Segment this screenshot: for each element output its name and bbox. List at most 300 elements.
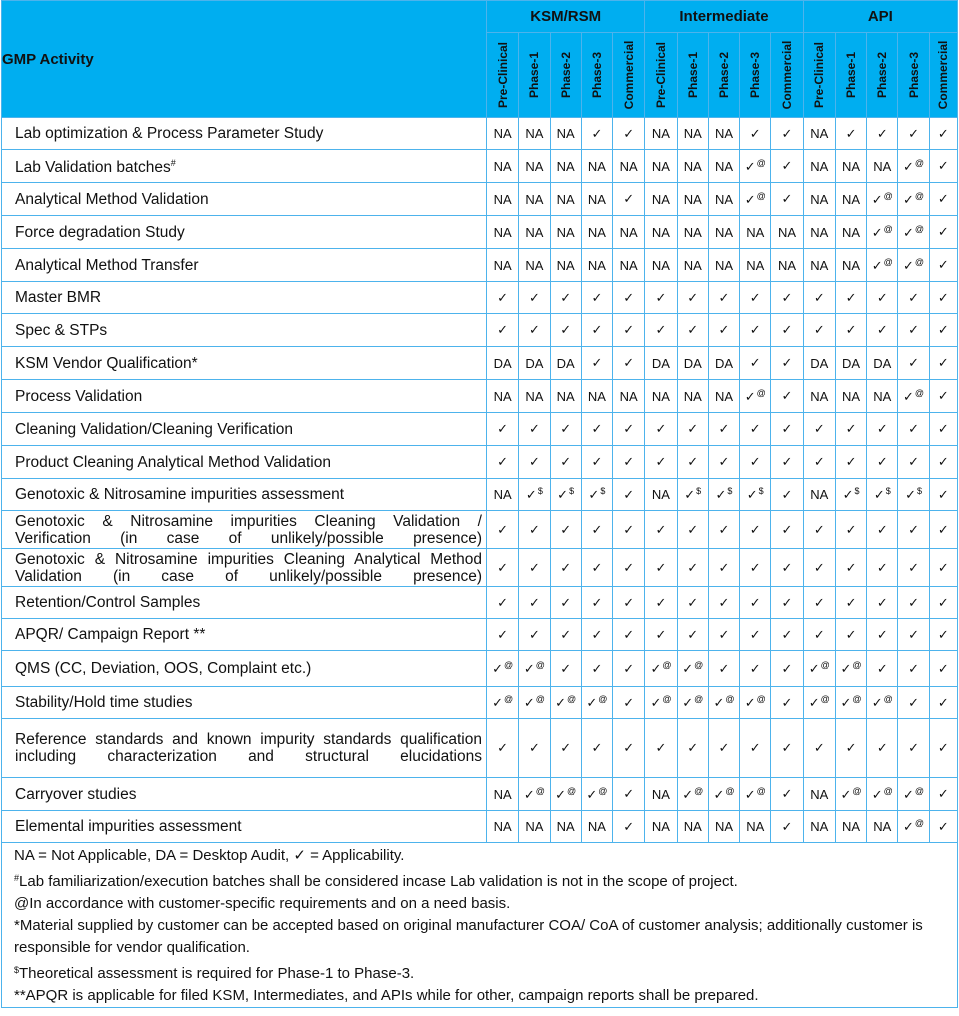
applicability-cell: NA [771, 249, 803, 282]
applicability-cell: DA [550, 347, 581, 380]
applicability-cell: ✓ [613, 778, 645, 811]
applicability-cell: ✓@ [645, 651, 677, 687]
applicability-cell: ✓@ [867, 183, 898, 216]
applicability-cell: ✓ [898, 413, 929, 446]
applicability-cell: NA [487, 150, 519, 183]
applicability-cell: ✓ [898, 314, 929, 347]
phase-label: Phase-3 [589, 51, 604, 99]
table-row [2, 446, 958, 479]
applicability-cell: ✓ [867, 511, 898, 549]
applicability-cell: NA [708, 216, 739, 249]
applicability-cell: ✓ [929, 778, 957, 811]
applicability-cell: ✓$ [708, 479, 739, 511]
applicability-cell: NA [677, 811, 708, 843]
phase-label: Commercial [621, 40, 636, 110]
applicability-cell: ✓ [771, 446, 803, 479]
applicability-cell: NA [581, 811, 612, 843]
applicability-cell: ✓ [708, 282, 739, 314]
applicability-cell: ✓ [835, 282, 866, 314]
applicability-cell: ✓@ [708, 778, 739, 811]
activity-label: APQR/ Campaign Report ** [15, 626, 206, 643]
applicability-cell: ✓ [519, 282, 550, 314]
applicability-cell: ✓@ [803, 687, 835, 719]
applicability-cell: ✓ [487, 314, 519, 347]
applicability-cell: ✓$ [581, 479, 612, 511]
phase-header-api-2 [835, 33, 866, 118]
applicability-cell: ✓ [929, 811, 957, 843]
applicability-cell: ✓ [581, 314, 612, 347]
applicability-cell: ✓@ [519, 651, 550, 687]
applicability-cell: ✓@ [487, 651, 519, 687]
applicability-cell: ✓ [867, 719, 898, 778]
phase-header-intermediate-4 [740, 33, 771, 118]
activity-cell [2, 549, 487, 587]
applicability-cell: NA [677, 380, 708, 413]
applicability-cell: ✓ [550, 446, 581, 479]
applicability-cell: ✓ [771, 479, 803, 511]
applicability-cell: ✓ [771, 719, 803, 778]
applicability-cell: NA [835, 150, 866, 183]
activity-cell [2, 511, 487, 549]
applicability-cell: ✓@ [898, 216, 929, 249]
applicability-cell: ✓ [740, 587, 771, 619]
applicability-cell: NA [645, 249, 677, 282]
activity-cell [2, 150, 487, 183]
applicability-cell: ✓@ [835, 651, 866, 687]
applicability-cell: NA [803, 216, 835, 249]
applicability-cell: ✓ [613, 118, 645, 150]
phase-label: Phase-1 [685, 51, 700, 99]
activity-cell [2, 314, 487, 347]
applicability-cell: NA [803, 380, 835, 413]
applicability-cell: ✓ [740, 719, 771, 778]
applicability-cell: NA [803, 150, 835, 183]
group-header-intermediate: Intermediate [645, 1, 803, 33]
applicability-cell: ✓ [803, 587, 835, 619]
activity-label: Spec & STPs [15, 321, 108, 339]
phase-header-ksm-4 [581, 33, 612, 118]
activity-label: QMS (CC, Deviation, OOS, Complaint etc.) [15, 660, 312, 677]
applicability-cell: NA [835, 811, 866, 843]
phase-header-api-1 [803, 33, 835, 118]
applicability-cell: ✓ [519, 587, 550, 619]
table-row [2, 347, 958, 380]
applicability-cell: ✓ [740, 413, 771, 446]
applicability-cell: ✓ [740, 446, 771, 479]
applicability-cell: ✓ [487, 282, 519, 314]
phase-header-api-4 [898, 33, 929, 118]
table-row [2, 651, 958, 687]
activity-cell [2, 619, 487, 651]
activity-cell [2, 587, 487, 619]
applicability-cell: ✓ [771, 380, 803, 413]
applicability-cell: ✓ [898, 282, 929, 314]
applicability-cell: ✓ [740, 314, 771, 347]
applicability-cell: ✓ [645, 619, 677, 651]
applicability-cell: ✓@ [550, 778, 581, 811]
applicability-cell: ✓ [867, 587, 898, 619]
applicability-cell: ✓ [867, 549, 898, 587]
applicability-cell: ✓ [581, 587, 612, 619]
applicability-cell: ✓ [898, 446, 929, 479]
applicability-cell: ✓ [929, 651, 957, 687]
applicability-cell: ✓ [929, 446, 957, 479]
applicability-cell: ✓ [581, 619, 612, 651]
table-row [2, 118, 958, 150]
gmp-activity-header: GMP Activity [2, 1, 487, 118]
applicability-cell: ✓ [487, 587, 519, 619]
applicability-cell: ✓@ [740, 687, 771, 719]
applicability-cell: NA [677, 118, 708, 150]
applicability-cell: ✓ [487, 549, 519, 587]
applicability-cell: ✓ [803, 619, 835, 651]
phase-label: Phase-2 [716, 51, 731, 99]
activity-label: Product Cleaning Analytical Method Validation [15, 453, 331, 471]
applicability-cell: ✓ [771, 549, 803, 587]
applicability-cell: ✓ [771, 587, 803, 619]
applicability-cell: NA [645, 150, 677, 183]
applicability-cell: ✓ [898, 587, 929, 619]
applicability-cell: ✓ [771, 619, 803, 651]
applicability-cell: ✓ [929, 118, 957, 150]
applicability-cell: ✓ [487, 619, 519, 651]
phase-label: Phase-2 [875, 51, 890, 99]
applicability-cell: ✓ [519, 413, 550, 446]
applicability-cell: ✓ [581, 549, 612, 587]
applicability-cell: ✓ [550, 511, 581, 549]
activity-cell [2, 687, 487, 719]
activity-cell [2, 216, 487, 249]
phase-label: Phase-2 [558, 51, 573, 99]
applicability-cell: NA [867, 150, 898, 183]
applicability-cell: ✓ [929, 619, 957, 651]
applicability-cell: ✓@ [740, 380, 771, 413]
activity-label: Force degradation Study [15, 223, 185, 241]
applicability-cell: NA [708, 811, 739, 843]
applicability-cell: ✓ [898, 651, 929, 687]
applicability-cell: NA [550, 380, 581, 413]
applicability-cell: NA [519, 118, 550, 150]
footnote-text: *Material supplied by customer can be accepted based on original manufacturer COA/ CoA of customer analysis; additionally customer is responsible for vendor qualification. [14, 917, 923, 956]
phase-label: Phase-3 [906, 51, 921, 99]
applicability-cell: NA [487, 216, 519, 249]
applicability-cell: NA [550, 118, 581, 150]
applicability-cell: ✓ [898, 687, 929, 719]
applicability-cell: ✓ [613, 651, 645, 687]
applicability-cell: ✓ [613, 549, 645, 587]
activity-cell [2, 282, 487, 314]
activity-cell [2, 380, 487, 413]
applicability-cell: NA [867, 811, 898, 843]
applicability-cell: ✓@ [708, 687, 739, 719]
applicability-cell: ✓ [898, 719, 929, 778]
applicability-cell: ✓ [803, 413, 835, 446]
applicability-cell: ✓@ [519, 687, 550, 719]
applicability-cell: ✓ [898, 347, 929, 380]
applicability-cell: ✓ [898, 511, 929, 549]
applicability-cell: ✓ [929, 282, 957, 314]
applicability-cell: ✓@ [835, 778, 866, 811]
applicability-cell: ✓ [613, 619, 645, 651]
table-row [2, 183, 958, 216]
activity-label: Genotoxic & Nitrosamine impurities assessment [15, 486, 345, 503]
applicability-cell: ✓ [519, 314, 550, 347]
applicability-cell: ✓ [929, 183, 957, 216]
applicability-cell: ✓ [803, 549, 835, 587]
applicability-cell: ✓ [487, 511, 519, 549]
activity-cell [2, 778, 487, 811]
activity-label: Process Validation [15, 387, 143, 405]
applicability-cell: ✓ [803, 719, 835, 778]
phase-header-api-3 [867, 33, 898, 118]
table-row [2, 778, 958, 811]
applicability-cell: ✓@ [898, 778, 929, 811]
footnote-line [14, 845, 957, 867]
applicability-cell: ✓ [929, 413, 957, 446]
applicability-cell: ✓@ [898, 150, 929, 183]
applicability-cell: NA [645, 183, 677, 216]
activity-label: Analytical Method Transfer [15, 256, 199, 274]
phase-label: Pre-Clinical [495, 41, 510, 109]
applicability-cell: NA [487, 811, 519, 843]
applicability-cell: ✓ [929, 719, 957, 778]
applicability-cell: ✓ [581, 347, 612, 380]
applicability-cell: ✓ [519, 511, 550, 549]
group-header-api: API [803, 1, 957, 33]
applicability-cell: ✓ [677, 549, 708, 587]
applicability-cell: NA [740, 249, 771, 282]
activity-cell [2, 811, 487, 843]
applicability-cell: NA [487, 183, 519, 216]
applicability-cell: ✓ [677, 314, 708, 347]
activity-cell [2, 446, 487, 479]
applicability-cell: ✓ [708, 511, 739, 549]
applicability-cell: ✓ [645, 587, 677, 619]
applicability-cell: ✓ [929, 216, 957, 249]
applicability-cell: NA [487, 479, 519, 511]
applicability-cell: ✓ [803, 446, 835, 479]
activity-cell [2, 183, 487, 216]
applicability-cell: ✓ [581, 118, 612, 150]
applicability-cell: ✓@ [677, 778, 708, 811]
applicability-cell: DA [645, 347, 677, 380]
phase-label: Pre-Clinical [653, 41, 668, 109]
applicability-cell: NA [771, 216, 803, 249]
phase-label: Pre-Clinical [812, 41, 827, 109]
applicability-cell: ✓ [708, 719, 739, 778]
footnote-marker: # [14, 873, 20, 883]
applicability-cell: ✓ [550, 587, 581, 619]
phase-header-ksm-5 [613, 33, 645, 118]
activity-label: Genotoxic & Nitrosamine impurities Cleaning Analytical Method Validation (in case of unlikely/possible presence) [15, 550, 482, 585]
applicability-cell: NA [803, 118, 835, 150]
applicability-cell: NA [645, 479, 677, 511]
activity-label: Reference standards and known impurity standards qualification including characterization and structural elucidations [15, 731, 482, 765]
activity-label: Master BMR [15, 289, 102, 306]
footnote-text: @In accordance with customer-specific requirements and on a need basis. [14, 895, 511, 912]
activity-label: Cleaning Validation/Cleaning Verification [15, 420, 294, 438]
applicability-cell: ✓ [771, 651, 803, 687]
applicability-cell: ✓ [771, 314, 803, 347]
applicability-cell: ✓ [645, 511, 677, 549]
applicability-cell: ✓ [929, 511, 957, 549]
applicability-cell: ✓ [929, 549, 957, 587]
activity-cell [2, 347, 487, 380]
applicability-cell: DA [867, 347, 898, 380]
applicability-cell: NA [487, 778, 519, 811]
applicability-cell: ✓ [771, 183, 803, 216]
applicability-cell: ✓ [740, 511, 771, 549]
activity-label: Carryover studies [15, 785, 137, 803]
applicability-cell: ✓ [835, 446, 866, 479]
activity-label: Elemental impurities assessment [15, 818, 242, 835]
applicability-cell: ✓ [867, 619, 898, 651]
applicability-cell: NA [677, 150, 708, 183]
applicability-cell: ✓ [898, 619, 929, 651]
footnote-line [14, 915, 957, 959]
applicability-cell: ✓ [867, 282, 898, 314]
activity-footnote-marker: # [170, 158, 176, 169]
applicability-cell: ✓ [645, 719, 677, 778]
applicability-cell: ✓@ [645, 687, 677, 719]
applicability-cell: NA [550, 216, 581, 249]
applicability-cell: ✓ [613, 183, 645, 216]
applicability-cell: NA [613, 216, 645, 249]
applicability-cell: NA [581, 249, 612, 282]
table-row [2, 719, 958, 778]
applicability-cell: ✓ [867, 413, 898, 446]
applicability-cell: ✓ [835, 619, 866, 651]
applicability-cell: ✓ [929, 347, 957, 380]
applicability-cell: ✓ [708, 651, 739, 687]
applicability-cell: ✓ [929, 380, 957, 413]
applicability-cell: ✓@ [835, 687, 866, 719]
activity-cell [2, 479, 487, 511]
applicability-cell: ✓ [645, 549, 677, 587]
applicability-cell: ✓@ [740, 778, 771, 811]
applicability-cell: ✓ [835, 314, 866, 347]
applicability-cell: NA [519, 150, 550, 183]
activity-label: Lab Validation batches [15, 159, 171, 177]
applicability-cell: ✓@ [867, 687, 898, 719]
applicability-cell: ✓ [771, 118, 803, 150]
applicability-cell: ✓ [708, 413, 739, 446]
applicability-cell: NA [803, 249, 835, 282]
applicability-cell: NA [708, 150, 739, 183]
activity-label: Retention/Control Samples [15, 594, 201, 611]
applicability-cell: ✓ [771, 778, 803, 811]
applicability-cell: ✓ [835, 413, 866, 446]
applicability-cell: ✓ [519, 719, 550, 778]
applicability-cell: ✓@ [803, 651, 835, 687]
applicability-cell: NA [835, 183, 866, 216]
applicability-cell: NA [708, 183, 739, 216]
applicability-cell: NA [613, 249, 645, 282]
phase-header-api-5 [929, 33, 957, 118]
activity-cell [2, 249, 487, 282]
activity-label: Lab optimization & Process Parameter Study [15, 125, 324, 142]
table-row [2, 282, 958, 314]
applicability-cell: ✓ [708, 314, 739, 347]
applicability-cell: ✓$ [835, 479, 866, 511]
applicability-cell: ✓$ [740, 479, 771, 511]
applicability-cell: ✓ [613, 413, 645, 446]
applicability-cell: ✓ [487, 719, 519, 778]
footnote-line [14, 959, 957, 985]
applicability-cell: ✓ [487, 446, 519, 479]
applicability-cell: NA [677, 249, 708, 282]
applicability-cell: NA [581, 183, 612, 216]
phase-label: Commercial [936, 40, 951, 110]
applicability-cell: ✓@ [898, 811, 929, 843]
applicability-cell: ✓ [898, 118, 929, 150]
applicability-cell: ✓ [613, 347, 645, 380]
applicability-cell: ✓ [550, 719, 581, 778]
applicability-cell: NA [581, 216, 612, 249]
applicability-cell: ✓ [740, 549, 771, 587]
applicability-cell: ✓ [581, 282, 612, 314]
applicability-cell: ✓ [613, 314, 645, 347]
applicability-cell: ✓ [613, 446, 645, 479]
applicability-cell: ✓ [740, 651, 771, 687]
applicability-cell: ✓@ [677, 651, 708, 687]
applicability-cell: NA [645, 380, 677, 413]
applicability-cell: ✓$ [867, 479, 898, 511]
applicability-cell: NA [677, 183, 708, 216]
footnote-text: **APQR is applicable for filed KSM, Intermediates, and APIs while for other, campaign reports shall be prepared. [14, 987, 759, 1004]
applicability-cell: ✓ [677, 719, 708, 778]
activity-label: Genotoxic & Nitrosamine impurities Cleaning Validation / Verification (in case of unlikely/possible presence) [15, 512, 482, 547]
applicability-cell: NA [708, 380, 739, 413]
applicability-cell: ✓ [771, 811, 803, 843]
applicability-cell: ✓@ [867, 249, 898, 282]
applicability-cell: ✓ [708, 549, 739, 587]
applicability-cell: ✓$ [898, 479, 929, 511]
table-row [2, 413, 958, 446]
applicability-cell: NA [550, 183, 581, 216]
applicability-cell: ✓ [613, 282, 645, 314]
applicability-cell: ✓ [550, 651, 581, 687]
applicability-cell: ✓@ [740, 150, 771, 183]
applicability-cell: NA [835, 380, 866, 413]
applicability-cell: ✓ [677, 446, 708, 479]
activity-cell [2, 118, 487, 150]
applicability-cell: DA [708, 347, 739, 380]
table-row [2, 587, 958, 619]
applicability-cell: ✓ [550, 619, 581, 651]
applicability-cell: ✓ [708, 446, 739, 479]
applicability-cell: ✓ [929, 587, 957, 619]
applicability-cell: NA [867, 380, 898, 413]
applicability-cell: ✓ [645, 314, 677, 347]
applicability-cell: ✓ [581, 651, 612, 687]
applicability-cell: ✓ [867, 651, 898, 687]
footnote-line [14, 985, 957, 1007]
applicability-cell: ✓ [550, 549, 581, 587]
applicability-cell: ✓ [771, 150, 803, 183]
applicability-cell: ✓ [771, 511, 803, 549]
applicability-cell: ✓@ [581, 778, 612, 811]
table-row [2, 150, 958, 183]
applicability-cell: ✓ [613, 687, 645, 719]
applicability-cell: ✓ [519, 549, 550, 587]
applicability-cell: NA [613, 380, 645, 413]
phase-label: Commercial [780, 40, 794, 110]
applicability-cell: NA [550, 249, 581, 282]
applicability-cell: NA [645, 118, 677, 150]
applicability-cell: NA [487, 249, 519, 282]
applicability-cell: NA [740, 216, 771, 249]
